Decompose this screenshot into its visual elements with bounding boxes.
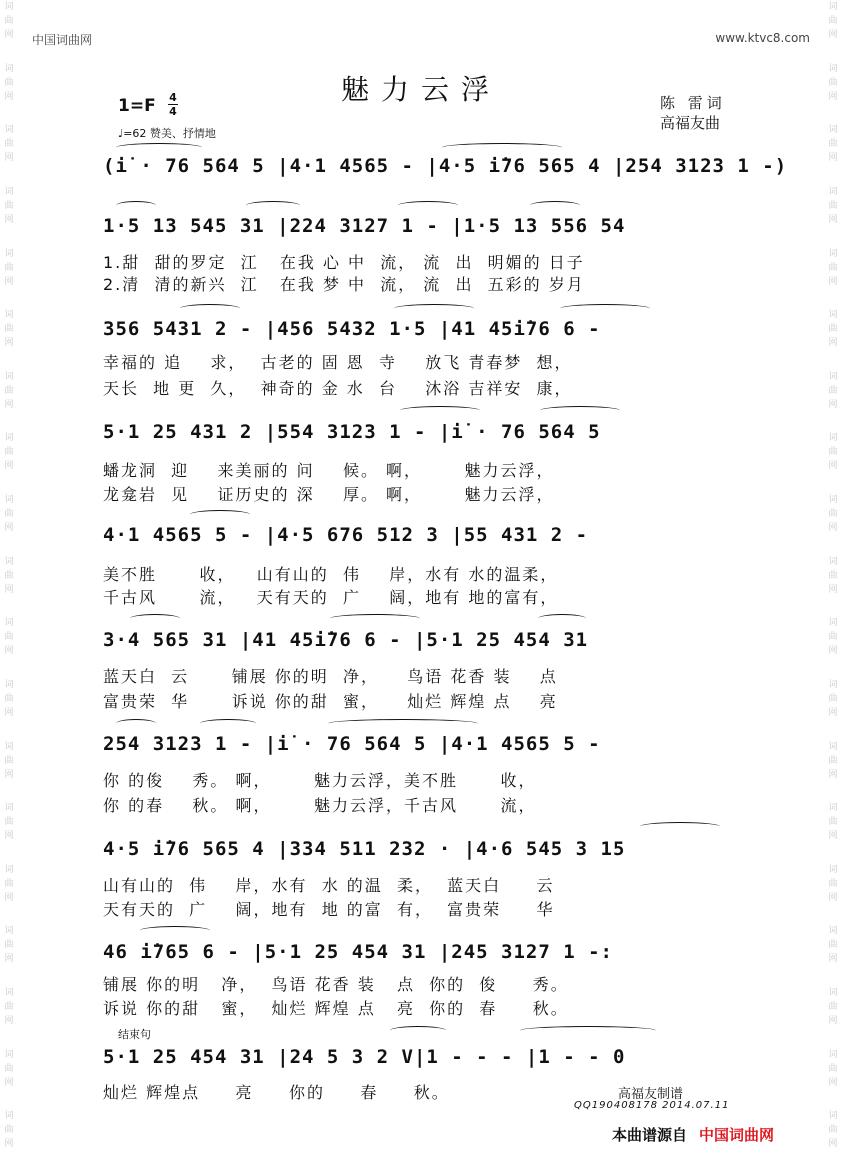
watermark-glyph: 网 — [4, 91, 14, 102]
watermark-glyph: 词 — [4, 186, 14, 197]
watermark-glyph: 网 — [4, 338, 14, 349]
lyric-line: 山有山的 伟 岸，水有 水 的温 柔， 蓝天白 云 — [103, 876, 555, 895]
notes: 1·5 13 545 31 |224 3127 1 - |1·5 13 556 54 — [103, 215, 626, 237]
lyric-line: 灿烂 辉煌点 亮 你的 春 秋。 — [103, 1083, 450, 1102]
score-row-1 — [103, 152, 788, 180]
slur-mark — [640, 822, 720, 831]
watermark-glyph: 曲 — [4, 447, 14, 458]
slur-mark — [540, 406, 620, 415]
watermark-glyph: 网 — [828, 30, 838, 40]
watermark-glyph: 曲 — [828, 447, 838, 458]
watermark-glyph: 曲 — [828, 262, 838, 273]
slur-mark — [130, 614, 180, 623]
watermark-glyph: 网 — [4, 1077, 14, 1088]
footer-site-link[interactable]: 中国词曲网 — [699, 1126, 775, 1144]
watermark-glyph: 曲 — [828, 570, 838, 581]
lyric-line: 1.甜 甜的罗定 江 在我 心 中 流， 流 出 明媚的 日子 — [103, 253, 585, 272]
time-sig-top: 4 — [169, 91, 177, 104]
watermark-glyph: 网 — [4, 399, 14, 410]
watermark-glyph: 曲 — [4, 262, 14, 273]
watermark-glyph: 网 — [4, 769, 14, 780]
watermark-glyph: 网 — [4, 30, 14, 40]
watermark-glyph: 网 — [4, 646, 14, 657]
watermark-glyph: 词 — [4, 371, 14, 382]
watermark-glyph: 词 — [828, 2, 838, 12]
lyric-line: 你 的春 秋。 啊， 魅力云浮，千古风 流， — [103, 796, 537, 815]
slur-mark — [116, 143, 202, 152]
watermark-glyph: 词 — [828, 556, 838, 567]
watermark-glyph: 词 — [4, 618, 14, 629]
watermark-glyph: 网 — [828, 399, 838, 410]
watermark-glyph: 词 — [4, 248, 14, 259]
watermark-glyph: 曲 — [828, 817, 838, 828]
watermark-glyph: 词 — [4, 679, 14, 690]
tempo-marking: ♩=62 赞美、抒情地 — [118, 127, 216, 140]
watermark-glyph: 曲 — [4, 324, 14, 335]
lyric-line: 富贵荣 华 诉说 你的甜 蜜， 灿烂 辉煌 点 亮 — [103, 692, 558, 711]
watermark-glyph: 曲 — [4, 755, 14, 766]
key-signature: 1=F — [118, 96, 156, 116]
watermark-glyph: 网 — [828, 1077, 838, 1088]
watermark-glyph: 网 — [4, 214, 14, 225]
lyric-line: 蓝天白 云 铺展 你的明 净， 鸟语 花香 装 点 — [103, 667, 558, 686]
lyric-line: 天有天的 广 阔，地有 地 的富 有， 富贵荣 华 — [103, 900, 555, 919]
lyric-line: 美不胜 收， 山有山的 伟 岸，水有 水的温柔， — [103, 565, 559, 584]
notes: 254 3123 1 - |i̇ · 76 564 5 |4·1 4565 5 - — [103, 733, 601, 755]
watermark-glyph: 网 — [4, 954, 14, 965]
site-url-right: www.ktvc8.com — [715, 31, 810, 45]
watermark-glyph: 网 — [4, 831, 14, 842]
watermark-glyph: 曲 — [4, 570, 14, 581]
watermark-glyph: 曲 — [4, 77, 14, 88]
score-row-10 — [103, 1043, 743, 1071]
score-row-6 — [103, 626, 743, 654]
slur-mark — [180, 304, 240, 313]
score-row-4 — [103, 418, 743, 446]
watermark-glyph: 网 — [4, 461, 14, 472]
watermark-glyph: 网 — [828, 646, 838, 657]
watermark-glyph: 网 — [828, 1139, 838, 1150]
watermark-glyph: 词 — [828, 63, 838, 74]
slur-mark — [330, 614, 420, 623]
watermark-right — [826, 0, 840, 1171]
watermark-glyph: 网 — [828, 892, 838, 903]
slur-mark — [390, 1026, 446, 1035]
arranger-credit: 高福友制谱 — [618, 1087, 684, 1102]
watermark-glyph: 网 — [828, 1016, 838, 1026]
watermark-glyph: 词 — [828, 741, 838, 752]
watermark-glyph: 网 — [4, 153, 14, 164]
lyric-line: 诉说 你的甜 蜜， 灿烂 辉煌 点 亮 你的 春 秋。 — [103, 999, 569, 1018]
watermark-glyph: 曲 — [828, 200, 838, 211]
watermark-glyph: 网 — [828, 769, 838, 780]
watermark-glyph: 词 — [828, 679, 838, 690]
watermark-glyph: 网 — [4, 1139, 14, 1150]
watermark-glyph: 词 — [4, 63, 14, 74]
watermark-glyph: 词 — [828, 1049, 838, 1060]
slur-mark — [116, 201, 156, 210]
watermark-glyph: 词 — [4, 556, 14, 567]
watermark-glyph: 词 — [4, 741, 14, 752]
watermark-glyph: 曲 — [828, 755, 838, 766]
watermark-glyph: 词 — [828, 310, 838, 321]
lyricist-credit: 陈 雷词 — [660, 94, 726, 112]
watermark-glyph: 曲 — [4, 200, 14, 211]
notes: 46 i̇765 6 - |5·1 25 454 31 |245 3127 1 -: — [103, 941, 613, 963]
watermark-glyph: 词 — [4, 803, 14, 814]
watermark-glyph: 词 — [4, 1111, 14, 1122]
notes: 4·1 4565 5 - |4·5 676 512 3 |55 431 2 - — [103, 524, 589, 546]
song-title: 魅力云浮 — [340, 73, 501, 106]
watermark-glyph: 曲 — [828, 1002, 838, 1012]
lyric-line: 你 的俊 秀。 啊， 魅力云浮，美不胜 收， — [103, 771, 537, 790]
lyric-line: 天长 地 更 久， 神奇的 金 水 台 沐浴 吉祥安 康， — [103, 379, 573, 398]
watermark-glyph: 网 — [828, 523, 838, 533]
watermark-glyph: 网 — [4, 523, 14, 533]
watermark-glyph: 曲 — [828, 693, 838, 704]
slur-mark — [246, 201, 300, 210]
watermark-glyph: 词 — [828, 433, 838, 444]
watermark-glyph: 网 — [828, 707, 838, 718]
watermark-glyph: 词 — [828, 248, 838, 259]
slur-mark — [442, 143, 562, 152]
lyric-line: 2.清 清的新兴 江 在我 梦 中 流， 流 出 五彩的 岁月 — [103, 275, 585, 294]
contact-date: QQ190408178 2014.07.11 — [574, 1100, 730, 1111]
watermark-glyph: 网 — [828, 584, 838, 595]
notes: 3·4 565 31 |41 45i̇76 6 - |5·1 25 454 31 — [103, 629, 589, 651]
notes: 356 5431 2 - |456 5432 1·5 |41 45i̇76 6 - — [103, 318, 601, 340]
watermark-glyph: 曲 — [828, 632, 838, 643]
lyric-line: 幸福的 追 求， 古老的 固 恩 寺 放飞 青春梦 想， — [103, 353, 573, 372]
score-row-7 — [103, 730, 743, 758]
watermark-glyph: 曲 — [4, 509, 14, 519]
slur-mark — [394, 304, 474, 313]
watermark-glyph: 曲 — [828, 77, 838, 88]
watermark-glyph: 网 — [4, 892, 14, 903]
slur-mark — [200, 719, 256, 728]
watermark-glyph: 词 — [828, 988, 838, 998]
watermark-glyph: 词 — [828, 926, 838, 937]
notes: 4·5 i̇76 565 4 |334 511 232 · |4·6 545 3 15 — [103, 838, 626, 860]
watermark-glyph: 曲 — [828, 940, 838, 951]
site-name-left: 中国词曲网 — [32, 33, 93, 47]
watermark-glyph: 网 — [828, 831, 838, 842]
footer-prefix: 本曲谱源自 — [612, 1126, 688, 1144]
watermark-glyph: 网 — [828, 91, 838, 102]
watermark-glyph: 词 — [4, 1049, 14, 1060]
watermark-glyph: 曲 — [4, 385, 14, 396]
slur-mark — [116, 719, 156, 728]
score-row-8 — [103, 835, 743, 863]
watermark-glyph: 曲 — [828, 509, 838, 519]
watermark-glyph: 词 — [828, 803, 838, 814]
watermark-left — [2, 0, 16, 1171]
watermark-glyph: 曲 — [4, 878, 14, 889]
score-row-9 — [103, 938, 743, 966]
watermark-glyph: 曲 — [4, 817, 14, 828]
slur-mark — [520, 1026, 656, 1035]
lyric-line: 铺展 你的明 净， 鸟语 花香 装 点 你的 俊 秀。 — [103, 975, 569, 994]
watermark-glyph: 网 — [828, 461, 838, 472]
slur-mark — [538, 614, 586, 623]
watermark-glyph: 词 — [4, 125, 14, 136]
score-row-3 — [103, 315, 743, 343]
watermark-glyph: 网 — [828, 338, 838, 349]
composer-credit: 高福友曲 — [660, 114, 721, 132]
watermark-glyph: 词 — [828, 1111, 838, 1122]
watermark-glyph: 词 — [4, 926, 14, 937]
watermark-glyph: 曲 — [4, 1002, 14, 1012]
watermark-glyph: 词 — [828, 618, 838, 629]
lyric-line: 蟠龙洞 迎 来美丽的 问 候。 啊， 魅力云浮， — [103, 461, 555, 480]
slur-mark — [398, 201, 458, 210]
notes: 5·1 25 454 31 |24 5 3 2 V|1 - - - |1 - - 0 — [103, 1046, 626, 1068]
watermark-glyph: 曲 — [828, 1063, 838, 1074]
watermark-glyph: 曲 — [828, 1125, 838, 1136]
watermark-glyph: 网 — [828, 954, 838, 965]
watermark-glyph: 曲 — [828, 16, 838, 26]
watermark-glyph: 词 — [4, 988, 14, 998]
watermark-glyph: 词 — [828, 186, 838, 197]
time-sig-bottom: 4 — [169, 105, 177, 118]
slur-mark — [530, 201, 580, 210]
lyric-line: 千古风 流， 天有天的 广 阔，地有 地的富有， — [103, 588, 559, 607]
watermark-glyph: 词 — [828, 864, 838, 875]
watermark-glyph: 曲 — [828, 324, 838, 335]
watermark-glyph: 词 — [828, 125, 838, 136]
slur-mark — [400, 406, 480, 415]
watermark-glyph: 词 — [4, 310, 14, 321]
source-footer — [612, 1124, 774, 1145]
score-row-5 — [103, 521, 743, 549]
watermark-glyph: 词 — [828, 495, 838, 505]
slur-mark — [190, 510, 250, 519]
watermark-glyph: 网 — [4, 276, 14, 287]
watermark-glyph: 曲 — [4, 16, 14, 26]
watermark-glyph: 曲 — [828, 385, 838, 396]
watermark-glyph: 词 — [4, 864, 14, 875]
watermark-glyph: 曲 — [4, 693, 14, 704]
time-signature — [168, 92, 178, 117]
watermark-glyph: 曲 — [4, 940, 14, 951]
watermark-glyph: 词 — [4, 433, 14, 444]
watermark-glyph: 词 — [828, 371, 838, 382]
watermark-glyph: 网 — [828, 214, 838, 225]
slur-mark — [140, 926, 210, 935]
score-row-2 — [103, 212, 743, 240]
watermark-glyph: 词 — [4, 2, 14, 12]
watermark-glyph: 曲 — [4, 1125, 14, 1136]
watermark-glyph: 曲 — [4, 139, 14, 150]
watermark-glyph: 曲 — [4, 632, 14, 643]
notes: (i̇ · 76 564 5 |4·1 4565 - |4·5 i̇76 565 4 |254 3123 1 -) — [103, 155, 788, 177]
watermark-glyph: 网 — [4, 1016, 14, 1026]
watermark-glyph: 曲 — [828, 139, 838, 150]
watermark-glyph: 网 — [828, 153, 838, 164]
watermark-glyph: 网 — [828, 276, 838, 287]
slur-mark — [560, 304, 650, 313]
watermark-glyph: 曲 — [828, 878, 838, 889]
slur-mark — [328, 719, 478, 728]
notes: 5·1 25 431 2 |554 3123 1 - |i̇ · 76 564 5 — [103, 421, 601, 443]
watermark-glyph: 网 — [4, 707, 14, 718]
ending-label: 结束句 — [118, 1028, 151, 1041]
watermark-glyph: 词 — [4, 495, 14, 505]
lyric-line: 龙龛岩 见 证历史的 深 厚。 啊， 魅力云浮， — [103, 485, 555, 504]
watermark-glyph: 曲 — [4, 1063, 14, 1074]
watermark-glyph: 网 — [4, 584, 14, 595]
